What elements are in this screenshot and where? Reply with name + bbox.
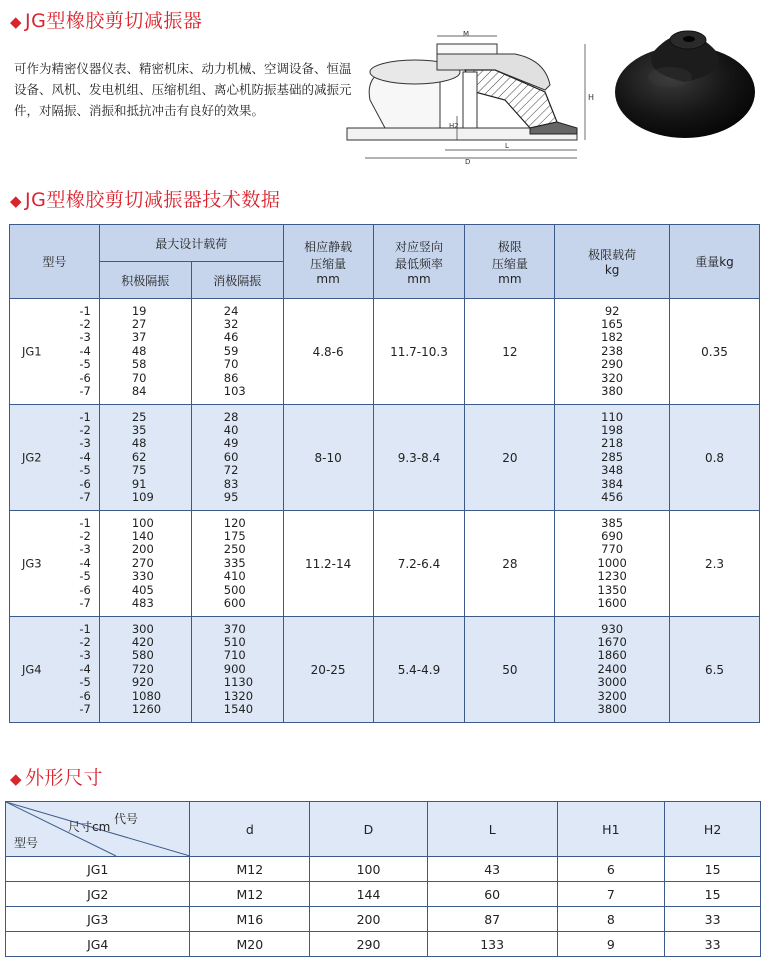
static-comp-cell: 8-10	[283, 405, 373, 511]
model-suffix: -5	[79, 463, 91, 478]
model-suffix: -1	[79, 409, 91, 424]
product-description: 可作为精密仪器仪表、精密机床、动力机械、空调设备、恒温设备、风机、发电机组、压缩机组、离心机防振基础的减振元件，对隔振、消振和抵抗冲击有良好的效果。	[14, 61, 352, 118]
limit-comp-cell: 20	[465, 405, 555, 511]
model-cell	[10, 299, 100, 405]
passive-load-cell-value: 335	[223, 555, 246, 570]
table-row	[10, 299, 760, 405]
model-suffix: -1	[79, 621, 91, 636]
passive-load-cell-value: 32	[223, 317, 239, 332]
table-row	[6, 857, 761, 882]
dim-cell-model: JG4	[6, 932, 190, 957]
limit-load-cell-value: 110	[601, 409, 624, 424]
dim-cell-l: 87	[427, 907, 557, 932]
passive-load-cell-value: 1130	[223, 675, 254, 690]
passive-load-cell-value: 70	[223, 357, 239, 372]
passive-load-cell-value: 86	[223, 370, 239, 385]
limit-comp-cell: 28	[465, 511, 555, 617]
passive-load-cell-value: 83	[223, 476, 239, 491]
cross-section-drawing	[345, 30, 603, 165]
active-load-cell-value: 35	[131, 423, 147, 438]
passive-load-cell-value: 500	[223, 582, 246, 597]
passive-load-cell-value: 60	[223, 449, 239, 464]
active-load-cell-value: 420	[131, 635, 154, 650]
model-suffix: -5	[79, 357, 91, 372]
active-load-cell-value: 483	[131, 595, 154, 610]
static-comp-cell: 4.8-6	[283, 299, 373, 405]
section-title-tech-data: ◆ JG型橡胶剪切减振器技术数据	[10, 189, 281, 211]
model-name: JG3	[22, 555, 42, 570]
model-suffix: -7	[79, 595, 91, 610]
active-load-cell-value: 19	[131, 303, 147, 318]
limit-load-cell	[555, 511, 670, 617]
active-load-cell-value: 37	[131, 330, 147, 345]
passive-load-cell-value: 370	[223, 621, 246, 636]
model-cell	[10, 617, 100, 723]
model-suffix: -3	[79, 330, 91, 345]
active-load-cell-value: 70	[131, 370, 147, 385]
dim-cell-d: M12	[190, 857, 310, 882]
dim-cell-d: 200	[310, 907, 428, 932]
model-suffix: -3	[79, 542, 91, 557]
passive-load-cell-value: 600	[223, 595, 246, 610]
active-load-cell-value: 920	[131, 675, 154, 690]
corner-size: 尺寸cm	[68, 820, 111, 834]
model-suffix: -4	[79, 343, 91, 358]
col-D: D	[310, 802, 428, 857]
passive-load-cell	[191, 511, 283, 617]
passive-load-cell-value: 24	[223, 303, 239, 318]
active-load-cell-value: 91	[131, 476, 147, 491]
dim-cell-model: JG1	[6, 857, 190, 882]
active-load-cell-value: 405	[131, 582, 154, 597]
dim-cell-model: JG2	[6, 882, 190, 907]
limit-load-cell-value: 930	[601, 621, 624, 636]
section-title-product: ◆ JG型橡胶剪切减振器	[10, 10, 203, 32]
limit-load-cell-value: 3200	[597, 688, 627, 703]
weight-cell: 2.3	[670, 511, 760, 617]
limit-load-cell-value: 384	[601, 476, 624, 491]
active-load-cell-value: 25	[131, 409, 147, 424]
limit-load-cell-value: 198	[601, 423, 624, 438]
col-model: 型号	[10, 225, 100, 299]
dim-cell-h2: 15	[665, 857, 761, 882]
passive-load-cell-value: 175	[223, 529, 246, 544]
limit-load-cell-value: 182	[601, 330, 624, 345]
passive-load-cell-value: 28	[223, 409, 239, 424]
passive-load-cell-value: 72	[223, 463, 239, 478]
weight-cell: 0.8	[670, 405, 760, 511]
limit-load-cell-value: 320	[601, 370, 624, 385]
limit-load-cell-value: 165	[601, 317, 624, 332]
passive-load-cell-value: 46	[223, 330, 239, 345]
model-suffix: -6	[79, 476, 91, 491]
model-suffix: -3	[79, 436, 91, 451]
passive-load-cell-value: 250	[223, 542, 246, 557]
dim-cell-h1: 7	[557, 882, 665, 907]
active-load-cell-value: 140	[131, 529, 154, 544]
svg-text:H: H	[588, 93, 595, 102]
limit-load-cell-value: 92	[604, 303, 620, 318]
model-cell	[10, 405, 100, 511]
model-suffix: -4	[79, 449, 91, 464]
model-suffix: -2	[79, 635, 91, 650]
active-load-cell	[99, 511, 191, 617]
table-row	[6, 907, 761, 932]
model-suffix: -5	[79, 569, 91, 584]
limit-load-cell-value: 770	[601, 542, 624, 557]
model-suffix: -7	[79, 383, 91, 398]
limit-load-cell-value: 1670	[597, 635, 627, 650]
frequency-cell: 7.2-6.4	[373, 511, 465, 617]
dim-cell-h2: 33	[665, 907, 761, 932]
col-limit-load: 极限载荷 kg	[555, 225, 670, 299]
limit-comp-cell: 50	[465, 617, 555, 723]
active-load-cell-value: 1260	[131, 701, 162, 716]
col-H2: H2	[665, 802, 761, 857]
tech-data-table	[9, 224, 760, 723]
active-load-cell-value: 270	[131, 555, 154, 570]
active-load-cell-value: 84	[131, 383, 147, 398]
table-row	[10, 511, 760, 617]
model-suffix: -5	[79, 675, 91, 690]
active-load-cell-value: 1080	[131, 688, 162, 703]
static-comp-cell: 20-25	[283, 617, 373, 723]
passive-load-cell	[191, 617, 283, 723]
corner-header	[6, 802, 190, 857]
active-load-cell-value: 330	[131, 569, 154, 584]
limit-load-cell-value: 3000	[597, 675, 627, 690]
limit-load-cell-value: 1000	[597, 555, 627, 570]
active-load-cell-value: 720	[131, 661, 154, 676]
dim-cell-d: 100	[310, 857, 428, 882]
col-frequency: 对应竖向 最低频率 mm	[373, 225, 465, 299]
model-name: JG4	[22, 661, 42, 676]
dim-cell-h2: 33	[665, 932, 761, 957]
dim-cell-d: 290	[310, 932, 428, 957]
product-photo	[610, 22, 760, 142]
limit-load-cell-value: 290	[601, 357, 624, 372]
corner-code: 代号	[114, 812, 139, 826]
limit-load-cell-value: 1230	[597, 569, 627, 584]
active-load-cell-value: 580	[131, 648, 154, 663]
limit-load-cell-value: 380	[601, 383, 624, 398]
model-name: JG2	[22, 449, 42, 464]
dim-cell-h1: 8	[557, 907, 665, 932]
dim-cell-l: 60	[427, 882, 557, 907]
limit-load-cell-value: 348	[601, 463, 624, 478]
dim-cell-l: 43	[427, 857, 557, 882]
diamond-bullet-icon: ◆	[10, 13, 23, 31]
passive-load-cell-value: 95	[223, 489, 239, 504]
static-comp-cell: 11.2-14	[283, 511, 373, 617]
passive-load-cell-value: 410	[223, 569, 246, 584]
table-row	[6, 882, 761, 907]
limit-load-cell	[555, 617, 670, 723]
model-suffix: -7	[79, 489, 91, 504]
section-title-dimensions: ◆ 外形尺寸	[10, 767, 104, 789]
frequency-cell: 9.3-8.4	[373, 405, 465, 511]
limit-comp-cell: 12	[465, 299, 555, 405]
passive-load-cell-value: 59	[223, 343, 239, 358]
model-suffix: -4	[79, 555, 91, 570]
svg-text:L: L	[505, 142, 509, 150]
diamond-bullet-icon: ◆	[10, 192, 23, 210]
active-load-cell-value: 58	[131, 357, 147, 372]
passive-load-cell-value: 900	[223, 661, 246, 676]
limit-load-cell-value: 690	[601, 529, 624, 544]
col-limit-comp: 极限 压缩量 mm	[465, 225, 555, 299]
limit-load-cell-value: 1860	[597, 648, 627, 663]
passive-load-cell	[191, 405, 283, 511]
model-suffix: -3	[79, 648, 91, 663]
weight-cell: 6.5	[670, 617, 760, 723]
passive-load-cell-value: 103	[223, 383, 246, 398]
model-suffix: -1	[79, 303, 91, 318]
model-suffix: -6	[79, 582, 91, 597]
passive-load-cell-value: 510	[223, 635, 246, 650]
active-load-cell	[99, 617, 191, 723]
passive-load-cell-value: 1540	[223, 701, 254, 716]
active-load-cell-value: 48	[131, 436, 147, 451]
svg-text:H2: H2	[449, 122, 459, 130]
model-cell	[10, 511, 100, 617]
passive-load-cell-value: 49	[223, 436, 239, 451]
col-active: 积极隔振	[99, 262, 191, 299]
model-suffix: -7	[79, 701, 91, 716]
active-load-cell-value: 100	[131, 515, 154, 530]
table-row	[10, 405, 760, 511]
svg-text:M: M	[463, 30, 470, 38]
col-H1: H1	[557, 802, 665, 857]
svg-text:D: D	[465, 158, 471, 165]
model-suffix: -4	[79, 661, 91, 676]
active-load-cell	[99, 299, 191, 405]
col-weight: 重量kg	[670, 225, 760, 299]
frequency-cell: 5.4-4.9	[373, 617, 465, 723]
limit-load-cell-value: 285	[601, 449, 624, 464]
limit-load-cell-value: 3800	[597, 701, 627, 716]
active-load-cell-value: 75	[131, 463, 147, 478]
col-static-comp: 相应静载 压缩量 mm	[283, 225, 373, 299]
active-load-cell-value: 109	[131, 489, 154, 504]
active-load-cell-value: 300	[131, 621, 154, 636]
passive-load-cell-value: 710	[223, 648, 246, 663]
limit-load-cell-value: 2400	[597, 661, 627, 676]
passive-load-cell-value: 1320	[223, 688, 254, 703]
limit-load-cell-value: 1350	[597, 582, 627, 597]
col-d: d	[190, 802, 310, 857]
diamond-bullet-icon: ◆	[10, 770, 23, 788]
dim-cell-d: M12	[190, 882, 310, 907]
table-row	[6, 932, 761, 957]
limit-load-cell-value: 238	[601, 343, 624, 358]
passive-load-cell-value: 120	[223, 515, 246, 530]
col-L: L	[427, 802, 557, 857]
active-load-cell-value: 200	[131, 542, 154, 557]
model-name: JG1	[22, 343, 42, 358]
active-load-cell	[99, 405, 191, 511]
corner-model: 型号	[14, 836, 39, 850]
dim-cell-h1: 9	[557, 932, 665, 957]
active-load-cell-value: 48	[131, 343, 147, 358]
model-suffix: -2	[79, 529, 91, 544]
dim-cell-model: JG3	[6, 907, 190, 932]
active-load-cell-value: 62	[131, 449, 147, 464]
dim-cell-d: M16	[190, 907, 310, 932]
limit-load-cell	[555, 405, 670, 511]
limit-load-cell-value: 1600	[597, 595, 627, 610]
model-suffix: -2	[79, 317, 91, 332]
weight-cell: 0.35	[670, 299, 760, 405]
model-suffix: -1	[79, 515, 91, 530]
dimensions-table	[5, 801, 761, 957]
model-suffix: -6	[79, 370, 91, 385]
dim-cell-d: 144	[310, 882, 428, 907]
limit-load-cell	[555, 299, 670, 405]
active-load-cell-value: 27	[131, 317, 147, 332]
limit-load-cell-value: 218	[601, 436, 624, 451]
model-suffix: -2	[79, 423, 91, 438]
passive-load-cell	[191, 299, 283, 405]
dim-cell-h2: 15	[665, 882, 761, 907]
col-passive: 消极隔振	[191, 262, 283, 299]
dim-cell-d: M20	[190, 932, 310, 957]
table-row	[10, 617, 760, 723]
model-suffix: -6	[79, 688, 91, 703]
dim-cell-h1: 6	[557, 857, 665, 882]
col-max-load: 最大设计载荷	[99, 225, 283, 262]
passive-load-cell-value: 40	[223, 423, 239, 438]
limit-load-cell-value: 385	[601, 515, 624, 530]
limit-load-cell-value: 456	[601, 489, 624, 504]
dim-cell-l: 133	[427, 932, 557, 957]
frequency-cell: 11.7-10.3	[373, 299, 465, 405]
